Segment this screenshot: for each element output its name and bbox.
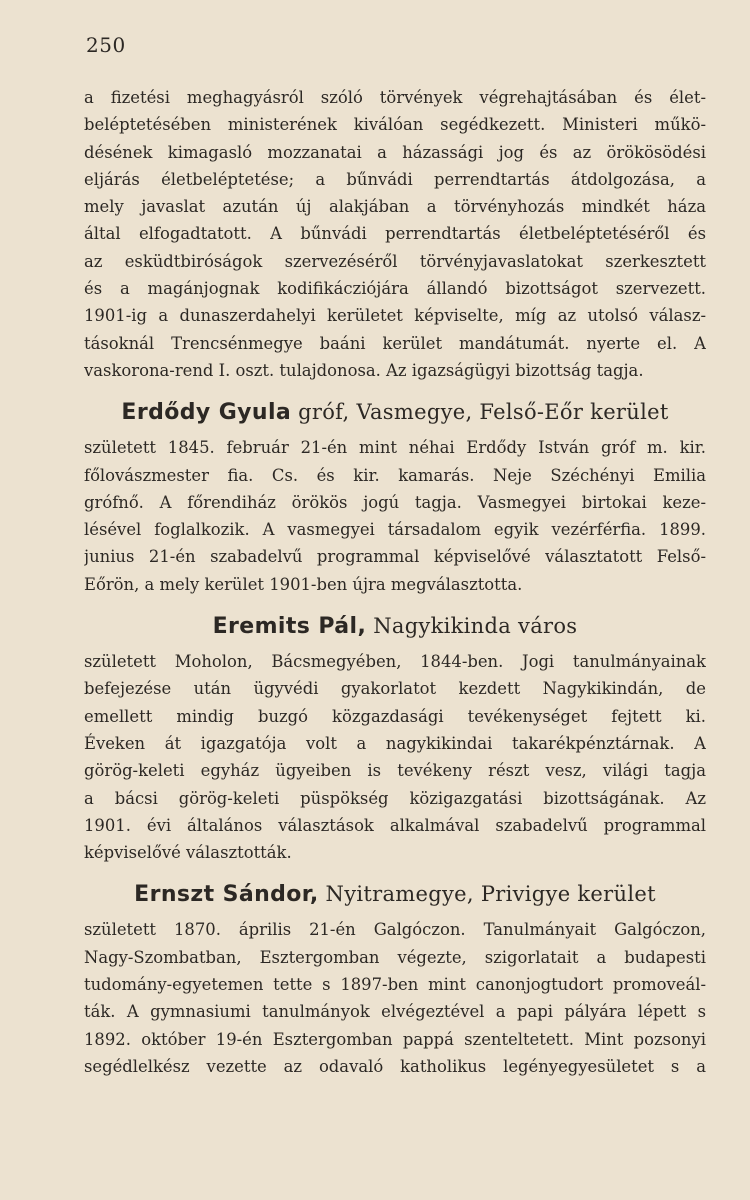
- entry-heading: [84, 398, 706, 426]
- text-line: befejezése után ügyvédi gyakorlatot kezdett Nagykikindán, de: [84, 679, 706, 699]
- text-line: 1901-ig a dunaszerdahelyi kerületet képviselte, míg az utolsó válasz-: [84, 306, 706, 326]
- entry-name: Eremits Pál,: [212, 614, 367, 640]
- text-line: 1892. október 19-én Esztergomban pappá szenteltetett. Mint pozsonyi: [84, 1029, 706, 1049]
- text-line: tudomány-egyetemen tette s 1897-ben mint canonjogtudort promoveál-: [84, 975, 706, 995]
- text-line: beléptetésében ministerének kiválóan segédkezett. Ministeri műkö-: [84, 115, 706, 135]
- entry-constituency: gróf, Vasmegye, Felső-Eőr kerület: [291, 400, 669, 425]
- text-line: junius 21-én szabadelvű programmal képviselővé választatott Felső-: [84, 547, 706, 567]
- text-line: született Moholon, Bácsmegyében, 1844-ben. Jogi tanulmányainak: [84, 652, 706, 672]
- text-line: mely javaslat azután új alakjában a törvényhozás mindkét háza: [84, 197, 706, 217]
- text-line: Eőrön, a mely kerület 1901-ben újra megválasztotta.: [84, 574, 523, 594]
- text-line: született 1870. április 21-én Galgóczon. Tanulmányait Galgóczon,: [84, 920, 706, 940]
- page-number: 250: [86, 33, 126, 57]
- text-line: eljárás életbeléptetése; a bűnvádi perrendtartás átdolgozása, a: [84, 169, 706, 189]
- text-line: grófnő. A főrendiház örökös jogú tagja. Vasmegyei birtokai keze-: [84, 492, 706, 512]
- text-line: görög-keleti egyház ügyeiben is tevékeny részt vesz, világi tagja: [84, 761, 706, 781]
- text-line: az esküdtbiróságok szervezéséről törvényjavaslatokat szerkesztett: [84, 251, 706, 271]
- entry-name: Ernszt Sándor,: [134, 882, 319, 908]
- entry-erdody: [84, 398, 706, 598]
- text-line: 1901. évi általános választások alkalmával szabadelvű programmal: [84, 815, 706, 835]
- text-line: vaskorona-rend I. oszt. tulajdonosa. Az igazságügyi bizottság tagja.: [84, 360, 644, 380]
- text-line: tásoknál Trencsénmegye baáni kerület mandátumát. nyerte el. A: [84, 333, 706, 353]
- entry-constituency: Nyitramegye, Privigye kerület: [318, 882, 656, 907]
- text-line: lésével foglalkozik. A vasmegyei társadalom egyik vezérférfia. 1899.: [84, 520, 706, 540]
- entry-eremits: [84, 612, 706, 866]
- entry-ernszt: [84, 880, 706, 1080]
- text-line: a fizetési meghagyásról szóló törvények végrehajtásában és élet-: [84, 88, 706, 107]
- text-line: a bácsi görög-keleti püspökség közigazgatási bizottságának. Az: [84, 788, 706, 808]
- text-line: Nagy-Szombatban, Esztergomban végezte, szigorlatait a budapesti: [84, 947, 706, 967]
- entry-heading: [84, 612, 706, 640]
- text-line: született 1845. február 21-én mint néhai Erdődy István gróf m. kir.: [84, 438, 706, 458]
- intro-paragraph: [84, 84, 706, 384]
- page-content: [84, 84, 706, 1080]
- text-line: emellett mindig buzgó közgazdasági tevékenységet fejtett ki.: [84, 706, 706, 726]
- entry-name: Erdődy Gyula: [121, 400, 292, 426]
- text-line: désének kimagasló mozzanatai a házassági jog és az örökösödési: [84, 142, 706, 162]
- text-line: és a magánjognak kodifikácziójára állandó bizottságot szervezett.: [84, 279, 706, 299]
- entry-heading: [84, 880, 706, 908]
- text-line: ták. A gymnasiumi tanulmányok elvégeztével a papi pályára lépett s: [84, 1002, 706, 1022]
- text-line: által elfogadtatott. A bűnvádi perrendtartás életbeléptetéséről és: [84, 224, 706, 244]
- text-line: segédlelkész vezette az odavaló katholikus legényegyesületet s a: [84, 1056, 706, 1076]
- text-line: Éveken át igazgatója volt a nagykikindai takarékpénztárnak. A: [84, 733, 706, 753]
- text-line: főlovászmester fia. Cs. és kir. kamarás. Neje Széchényi Emilia: [84, 465, 706, 485]
- entry-constituency: Nagykikinda város: [366, 614, 578, 639]
- text-line: képviselővé választották.: [84, 843, 292, 863]
